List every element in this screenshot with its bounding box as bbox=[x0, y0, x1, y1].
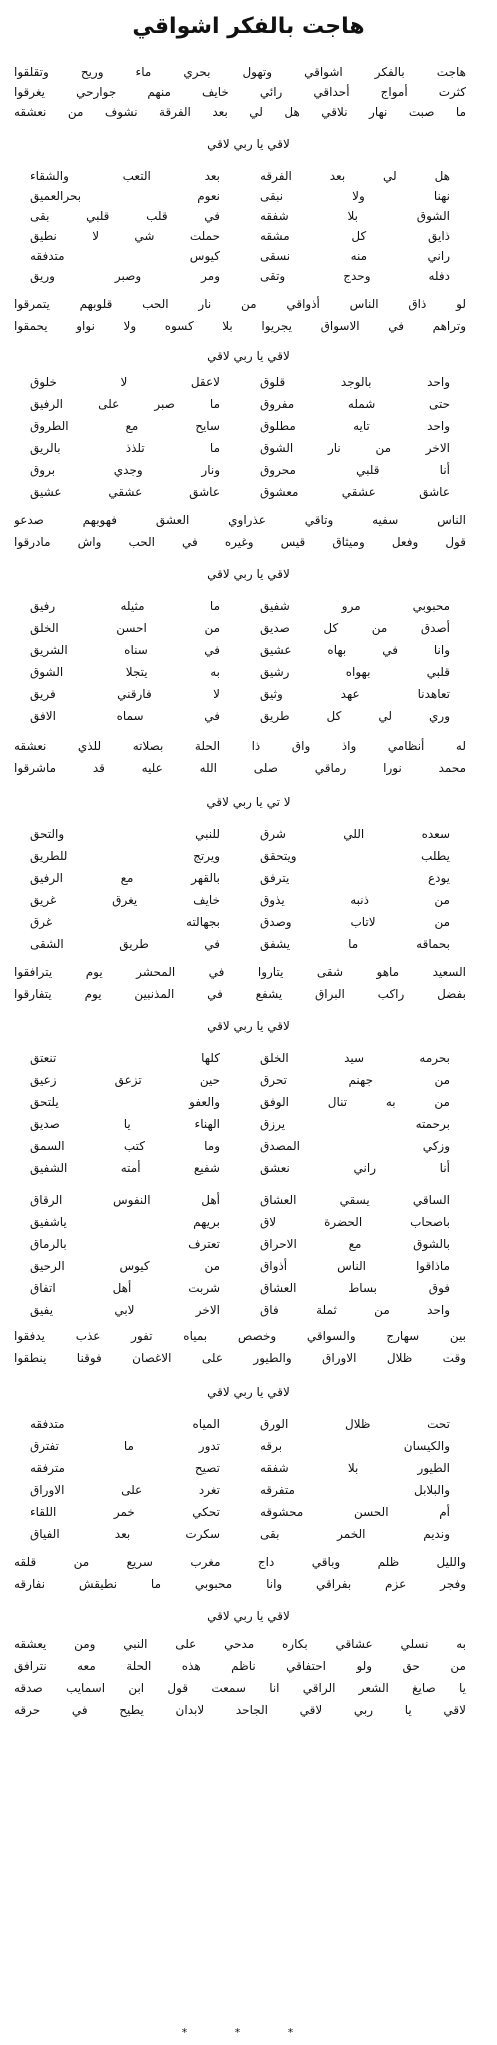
hemistich-left: ما صبر على الرفيق bbox=[30, 397, 220, 411]
hemistich-right: حتى شمله مفروق bbox=[260, 397, 450, 411]
verse-line: بين سهارج والسواقي وخصص بمياه تفور عذب يدفقوا bbox=[14, 1329, 466, 1343]
couplet bbox=[30, 1138, 450, 1154]
verse-line: لو ذاق الناس أذواقي من نار الحب قلوبهم يتمرقوا bbox=[14, 297, 466, 311]
hemistich-right: ذايق كل مشقه bbox=[260, 229, 450, 243]
verse-line: السعيد ماهو شقى يتاروا في المحشر يوم يترافقوا bbox=[14, 965, 466, 979]
verse-line: وتراهم في الاسواق يجريوا بلا كسوه ولا نواو يحمقوا bbox=[14, 319, 466, 333]
couplet bbox=[30, 1438, 450, 1454]
hemistich-left: من احسن الخلق bbox=[30, 621, 220, 635]
couplet bbox=[30, 168, 450, 184]
hemistich-right: الاخر من نار الشوق bbox=[260, 441, 450, 455]
hemistich-right: دفله وحدج وتقى bbox=[260, 269, 450, 283]
hemistich-right: الساقي يسقي العشاق bbox=[260, 1193, 450, 1207]
hemistich-left: ومر وصبر وريق bbox=[30, 269, 220, 283]
hemistich-left: من كيوس الرحيق bbox=[30, 1259, 220, 1273]
verse-line: من حق ولو احتفاقي ناظم هذه الحلة معه نترافق bbox=[14, 1659, 466, 1673]
hemistich-left: بعد التعب والشقاء bbox=[30, 169, 220, 183]
hemistich-right: من لاتاب وصدق bbox=[260, 915, 450, 929]
couplet bbox=[30, 1302, 450, 1318]
hemistich-left: ما تلذذ بالريق bbox=[30, 441, 220, 455]
hemistich-left: لا فارقني فريق bbox=[30, 687, 220, 701]
hemistich-right: نهنا ولا نبقى bbox=[260, 189, 450, 203]
hemistich-left: بريهم ياشفيق bbox=[30, 1215, 220, 1229]
hemistich-right: هل لي بعد الفرقه bbox=[260, 169, 450, 183]
hemistich-left: خايف يغرق غريق bbox=[30, 893, 220, 907]
hemistich-right: وري لي كل طريق bbox=[260, 709, 450, 723]
hemistich-right: وانا في بهاه عشيق bbox=[260, 643, 450, 657]
hemistich-left: سكرت بعد الفياق bbox=[30, 1527, 220, 1541]
poem-title: هاجت بالفكر اشواقي bbox=[132, 14, 365, 39]
verse-line: ما صبت نهار نلاقي هل لي بعد الفرقة نشوف من نعشقه bbox=[14, 105, 466, 119]
hemistich-right: محبوبي مرو شفيق bbox=[260, 599, 450, 613]
couplet bbox=[30, 642, 450, 658]
hemistich-left: بجهالته غرق bbox=[30, 915, 220, 929]
hemistich-right: والكيسان برقه bbox=[260, 1439, 450, 1453]
couplet bbox=[30, 686, 450, 702]
refrain: لاقي يا ربي لاقي bbox=[207, 567, 290, 581]
hemistich-right: راني منه نسقى bbox=[260, 249, 450, 263]
couplet bbox=[30, 1504, 450, 1520]
hemistich-right: بحرمه سيد الخلق bbox=[260, 1051, 450, 1065]
hemistich-right: أنا قلبي محروق bbox=[260, 463, 450, 477]
hemistich-left: كيوس متدفقه bbox=[30, 249, 220, 263]
hemistich-right: من به تنال الوفق bbox=[260, 1095, 450, 1109]
refrain: لا تي يا ربي لاقي bbox=[206, 795, 291, 809]
refrain: لاقي يا ربي لاقي bbox=[207, 1385, 290, 1399]
verse-line: يا صايغ الشعر الراقي انا سمعت قول ابن اسمايب صدقه bbox=[14, 1681, 466, 1695]
hemistich-right: تحت ظلال الورق bbox=[260, 1417, 450, 1431]
hemistich-right: الطيور بلا شفقه bbox=[260, 1461, 450, 1475]
hemistich-right: واحد تايه مطلوق bbox=[260, 419, 450, 433]
verse-line: محمد نورا رماقي صلى الله عليه قد ماشرقوا bbox=[14, 761, 466, 775]
couplet bbox=[30, 1050, 450, 1066]
verse-line: لاقي يا ربي لاقي الجاحد لابدان يطيح في حرقه bbox=[14, 1703, 466, 1717]
couplet bbox=[30, 1214, 450, 1230]
couplet bbox=[30, 188, 450, 204]
hemistich-left: ونار وجدي بروق bbox=[30, 463, 220, 477]
hemistich-right: أصدق من كل صديق bbox=[260, 621, 450, 635]
couplet bbox=[30, 1416, 450, 1432]
hemistich-right: أنا راني نعشق bbox=[260, 1161, 450, 1175]
hemistich-left: عاشق عشقي عشيق bbox=[30, 485, 220, 499]
hemistich-left: بالقهر مع الرفيق bbox=[30, 871, 220, 885]
hemistich-right: واحد بالوجد قلوق bbox=[260, 375, 450, 389]
hemistich-left: به يتجلا الشوق bbox=[30, 665, 220, 679]
hemistich-left: للنبي والتحق bbox=[30, 827, 220, 841]
couplet bbox=[30, 1526, 450, 1542]
verse-line: كثرت أمواج أحداقي رائي خايف منهم جوارحي يغرقوا bbox=[14, 85, 466, 99]
hemistich-left: في سناه الشريق bbox=[30, 643, 220, 657]
refrain: لاقي يا ربي لاقي bbox=[207, 137, 290, 151]
hemistich-left: ويرتج للطريق bbox=[30, 849, 220, 863]
hemistich-left: شربت أهل اتفاق bbox=[30, 1281, 220, 1295]
couplet bbox=[30, 228, 450, 244]
hemistich-right: والبلابل متفرقه bbox=[260, 1483, 450, 1497]
hemistich-right: بالشوق مع الاحراق bbox=[260, 1237, 450, 1251]
couplet bbox=[30, 208, 450, 224]
hemistich-left: تصيح مترفقه bbox=[30, 1461, 220, 1475]
hemistich-left: في طريق الشقى bbox=[30, 937, 220, 951]
hemistich-left: حين تزعق زعيق bbox=[30, 1073, 220, 1087]
hemistich-left: الهناء يا صديق bbox=[30, 1117, 220, 1131]
hemistich-right: برحمته يرزق bbox=[260, 1117, 450, 1131]
hemistich-right: تعاهدنا عهد وثيق bbox=[260, 687, 450, 701]
hemistich-left: المياه متدفقه bbox=[30, 1417, 220, 1431]
couplet bbox=[30, 1094, 450, 1110]
couplet bbox=[30, 268, 450, 284]
couplet bbox=[30, 248, 450, 264]
verse-line: هاجت بالفكر اشواقي وتهول بحري ماء وريح وتقلقوا bbox=[14, 65, 466, 79]
couplet bbox=[30, 826, 450, 842]
verse-line: الناس سفيه وتاقي عذراوي العشق فهوبهم صدعو bbox=[14, 513, 466, 527]
couplet bbox=[30, 914, 450, 930]
hemistich-right: فوق بساط العشاق bbox=[260, 1281, 450, 1295]
hemistich-left: شفيع أمته الشفيق bbox=[30, 1161, 220, 1175]
hemistich-right: قلبي بهواه رشيق bbox=[260, 665, 450, 679]
verse-line: وقت ظلال الاوراق والطيور على الاغصان فوقنا ينطقوا bbox=[14, 1351, 466, 1365]
hemistich-right: يطلب ويتحقق bbox=[260, 849, 450, 863]
hemistich-right: عاشق عشقي معشوق bbox=[260, 485, 450, 499]
hemistich-left: لاعقل لا خلوق bbox=[30, 375, 220, 389]
hemistich-right: بحماقه ما يشفق bbox=[260, 937, 450, 951]
hemistich-right: وزكي المصدق bbox=[260, 1139, 450, 1153]
couplet bbox=[30, 936, 450, 952]
hemistich-right: ماذاقوا الناس أذواق bbox=[260, 1259, 450, 1273]
refrain: لاقي يا ربي لاقي bbox=[207, 1019, 290, 1033]
couplet bbox=[30, 1236, 450, 1252]
hemistich-left: في قلب قلبي بقى bbox=[30, 209, 220, 223]
verse-line: والليل ظلم وباقي داج مغرب سريع من قلقه bbox=[14, 1555, 466, 1569]
hemistich-left: حملت شي لا نطيق bbox=[30, 229, 220, 243]
refrain: لاقي يا ربي لاقي bbox=[207, 1609, 290, 1623]
hemistich-left: سايح مع الطروق bbox=[30, 419, 220, 433]
hemistich-left: الاخر لابي يفيق bbox=[30, 1303, 220, 1317]
hemistich-right: ونديم الخمر بقى bbox=[260, 1527, 450, 1541]
hemistich-left: نعوم بحرالعميق bbox=[30, 189, 220, 203]
hemistich-right: سعده اللي شرق bbox=[260, 827, 450, 841]
hemistich-right: يودع يترفق bbox=[260, 871, 450, 885]
verse-line: بفضل راكب البراق يشفع في المذنبين يوم يتفارقوا bbox=[14, 987, 466, 1001]
couplet bbox=[30, 1258, 450, 1274]
couplet bbox=[30, 848, 450, 864]
couplet bbox=[30, 396, 450, 412]
couplet bbox=[30, 598, 450, 614]
couplet bbox=[30, 1460, 450, 1476]
hemistich-left: في سماه الافق bbox=[30, 709, 220, 723]
couplet bbox=[30, 664, 450, 680]
couplet bbox=[30, 418, 450, 434]
hemistich-right: أم الحسن محشوقه bbox=[260, 1505, 450, 1519]
closing-stars: * * * bbox=[181, 2026, 316, 2039]
hemistich-right: من جهنم تحرق bbox=[260, 1073, 450, 1087]
couplet bbox=[30, 462, 450, 478]
couplet bbox=[30, 1116, 450, 1132]
couplet bbox=[30, 1192, 450, 1208]
couplet bbox=[30, 1160, 450, 1176]
hemistich-left: تغرد على الاوراق bbox=[30, 1483, 220, 1497]
couplet bbox=[30, 870, 450, 886]
couplet bbox=[30, 620, 450, 636]
hemistich-left: تحكي خمر اللقاء bbox=[30, 1505, 220, 1519]
hemistich-right: واحد من ثملة فاق bbox=[260, 1303, 450, 1317]
verse-line: به نسلي عشاقي بكاره مدحي على النبي ومن يعشقه bbox=[14, 1637, 466, 1651]
couplet bbox=[30, 892, 450, 908]
hemistich-left: وما كتب السمق bbox=[30, 1139, 220, 1153]
hemistich-right: باصحاب الحضرة لاق bbox=[260, 1215, 450, 1229]
hemistich-left: تعترف بالرماق bbox=[30, 1237, 220, 1251]
hemistich-right: من ذنبه يذوق bbox=[260, 893, 450, 907]
hemistich-right: الشوق بلا شفقه bbox=[260, 209, 450, 223]
couplet bbox=[30, 484, 450, 500]
couplet bbox=[30, 1482, 450, 1498]
couplet bbox=[30, 374, 450, 390]
hemistich-left: تدور ما تفترق bbox=[30, 1439, 220, 1453]
verse-line: له أنظامي واذ واق ذا الحلة بصلاته للذي نعشقه bbox=[14, 739, 466, 753]
verse-line: وفجر عزم بفراقي وانا محبوبي ما نطيقش نفارقه bbox=[14, 1577, 466, 1591]
hemistich-left: ما مثيله رفيق bbox=[30, 599, 220, 613]
couplet bbox=[30, 440, 450, 456]
verse-line: قول وفعل وميثاق قيس وغيره في الحب واش مادرقوا bbox=[14, 535, 466, 549]
hemistich-left: كلها تنعتق bbox=[30, 1051, 220, 1065]
hemistich-left: والعفو يلتحق bbox=[30, 1095, 220, 1109]
couplet bbox=[30, 1280, 450, 1296]
couplet bbox=[30, 1072, 450, 1088]
hemistich-left: أهل النفوس الرقاق bbox=[30, 1193, 220, 1207]
refrain: لاقي يا ربي لاقي bbox=[207, 349, 290, 363]
couplet bbox=[30, 708, 450, 724]
